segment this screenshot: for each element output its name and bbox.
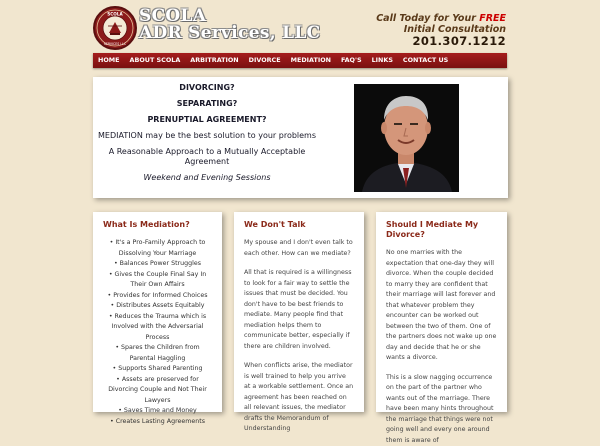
nav-mediation[interactable]: MEDIATION — [286, 53, 336, 68]
card-title: We Don't Talk — [244, 220, 354, 230]
list-item — [103, 259, 212, 270]
hero-approach-line: A Reasonable Approach to a Mutually Acceptable Agreement — [93, 147, 321, 167]
mediator-photo — [354, 84, 459, 192]
hero-question-divorcing: DIVORCING? — [93, 83, 321, 93]
hero-question-prenup: PRENUPTIAL AGREEMENT? — [93, 115, 321, 125]
card-title: Should I Mediate My Divorce? — [386, 220, 497, 240]
card-paragraph: This is a slow nagging occurrence on the part of the partner who wants out of the marriage. There have been many hints throughout the marriage that things were not going well and every one around them is aware of — [386, 373, 497, 446]
hero-mediation-line: MEDIATION may be the best solution to your problems — [93, 131, 321, 141]
list-item — [103, 375, 212, 407]
nav-contact-us[interactable]: CONTACT US — [398, 53, 453, 68]
list-item — [103, 312, 212, 344]
list-item-text: Balances Power Struggles — [120, 260, 201, 267]
main-nav — [93, 53, 507, 68]
nav-home[interactable]: HOME — [93, 53, 125, 68]
bullet-icon: • — [109, 271, 113, 278]
call-to-action — [376, 13, 506, 47]
list-item-text: Provides for Informed Choices — [113, 292, 207, 299]
card-what-is-mediation — [93, 212, 222, 412]
list-item-text: Reduces the Trauma which is Involved with the Adversarial Process — [112, 313, 207, 341]
bullet-icon: • — [113, 365, 117, 372]
nav-about-scola[interactable]: ABOUT SCOLA — [125, 53, 186, 68]
free-label: FREE — [479, 13, 506, 24]
hero-panel — [93, 77, 508, 198]
bullet-icon: • — [114, 260, 118, 267]
seal-icon — [95, 8, 135, 48]
bullet-icon: • — [110, 302, 114, 309]
nav-divorce[interactable]: DIVORCE — [244, 53, 286, 68]
card-should-i-mediate — [376, 212, 507, 412]
list-item-text: Saves Time and Money — [124, 407, 197, 414]
brand-line-2: ADR Services, LLC — [139, 25, 320, 42]
nav-links[interactable]: LINKS — [367, 53, 398, 68]
bullet-icon: • — [107, 292, 111, 299]
bullet-icon: • — [116, 376, 120, 383]
call-line-2: Initial Consultation — [376, 24, 506, 35]
hero-text — [93, 83, 321, 183]
nav-arbitration[interactable]: ARBITRATION — [185, 53, 243, 68]
list-item-text: Spares the Children from Parental Haggling — [121, 344, 200, 362]
list-item — [103, 406, 212, 417]
benefits-list — [103, 238, 212, 427]
call-line-1 — [376, 13, 506, 24]
card-paragraph: No one marries with the expectation that one-day they will divorce. When the couple decided to marry they are confident that their marriage will last forever and that whatever problem they encounter can be worked out between the two of them. One of the partners does not wake up one day and decide that he or she wants a divorce. — [386, 248, 497, 364]
scola-seal-logo[interactable] — [93, 6, 137, 50]
list-item-text: Assets are preserved for Divorcing Couple and Not Their Lawyers — [108, 376, 207, 404]
bullet-icon: • — [115, 344, 119, 351]
list-item — [103, 301, 212, 312]
list-item — [103, 343, 212, 364]
card-we-dont-talk — [234, 212, 364, 412]
svg-text:SERVICES LLC: SERVICES LLC — [104, 42, 127, 46]
list-item — [103, 364, 212, 375]
list-item-text: Supports Shared Parenting — [118, 365, 202, 372]
phone-number[interactable]: 201.307.1212 — [376, 36, 506, 47]
nav-faqs[interactable]: FAQ'S — [336, 53, 367, 68]
hero-question-separating: SEPARATING? — [93, 99, 321, 109]
bullet-icon: • — [110, 239, 114, 246]
list-item — [103, 291, 212, 302]
bullet-icon: • — [118, 407, 122, 414]
call-line-1-text: Call Today for Your — [376, 13, 479, 24]
brand-name[interactable] — [139, 8, 320, 42]
svg-text:SCOLA: SCOLA — [107, 12, 123, 17]
card-title: What Is Mediation? — [103, 220, 212, 230]
brand-line-1: SCOLA — [139, 8, 320, 25]
card-paragraph: When conflicts arise, the mediator is well trained to help you arrive at a workable settlement. Once an agreement has been reached on all relevant issues, the mediator drafts the Memorandum of Understanding — [244, 361, 354, 435]
site-header — [0, 0, 600, 52]
list-item-text: Creates Lasting Agreements — [116, 418, 205, 425]
list-item-text: Distributes Assets Equitably — [116, 302, 204, 309]
card-paragraph: All that is required is a willingness to look for a fair way to settle the issues that must be decided. You don't have to be best friends to mediate. Many people find that mediation helps them to communicate better, especially if there are children involved. — [244, 268, 354, 352]
hero-sessions-line: Weekend and Evening Sessions — [93, 173, 321, 183]
bullet-icon: • — [110, 418, 114, 425]
list-item — [103, 270, 212, 291]
list-item-text: It's a Pro-Family Approach to Dissolving Your Marriage — [115, 239, 205, 257]
list-item-text: Gives the Couple Final Say In Their Own Affairs — [115, 271, 207, 289]
card-paragraph: My spouse and I don't even talk to each other. How can we mediate? — [244, 238, 354, 259]
list-item — [103, 417, 212, 428]
portrait-image — [354, 84, 459, 192]
list-item — [103, 238, 212, 259]
bullet-icon: • — [109, 313, 113, 320]
